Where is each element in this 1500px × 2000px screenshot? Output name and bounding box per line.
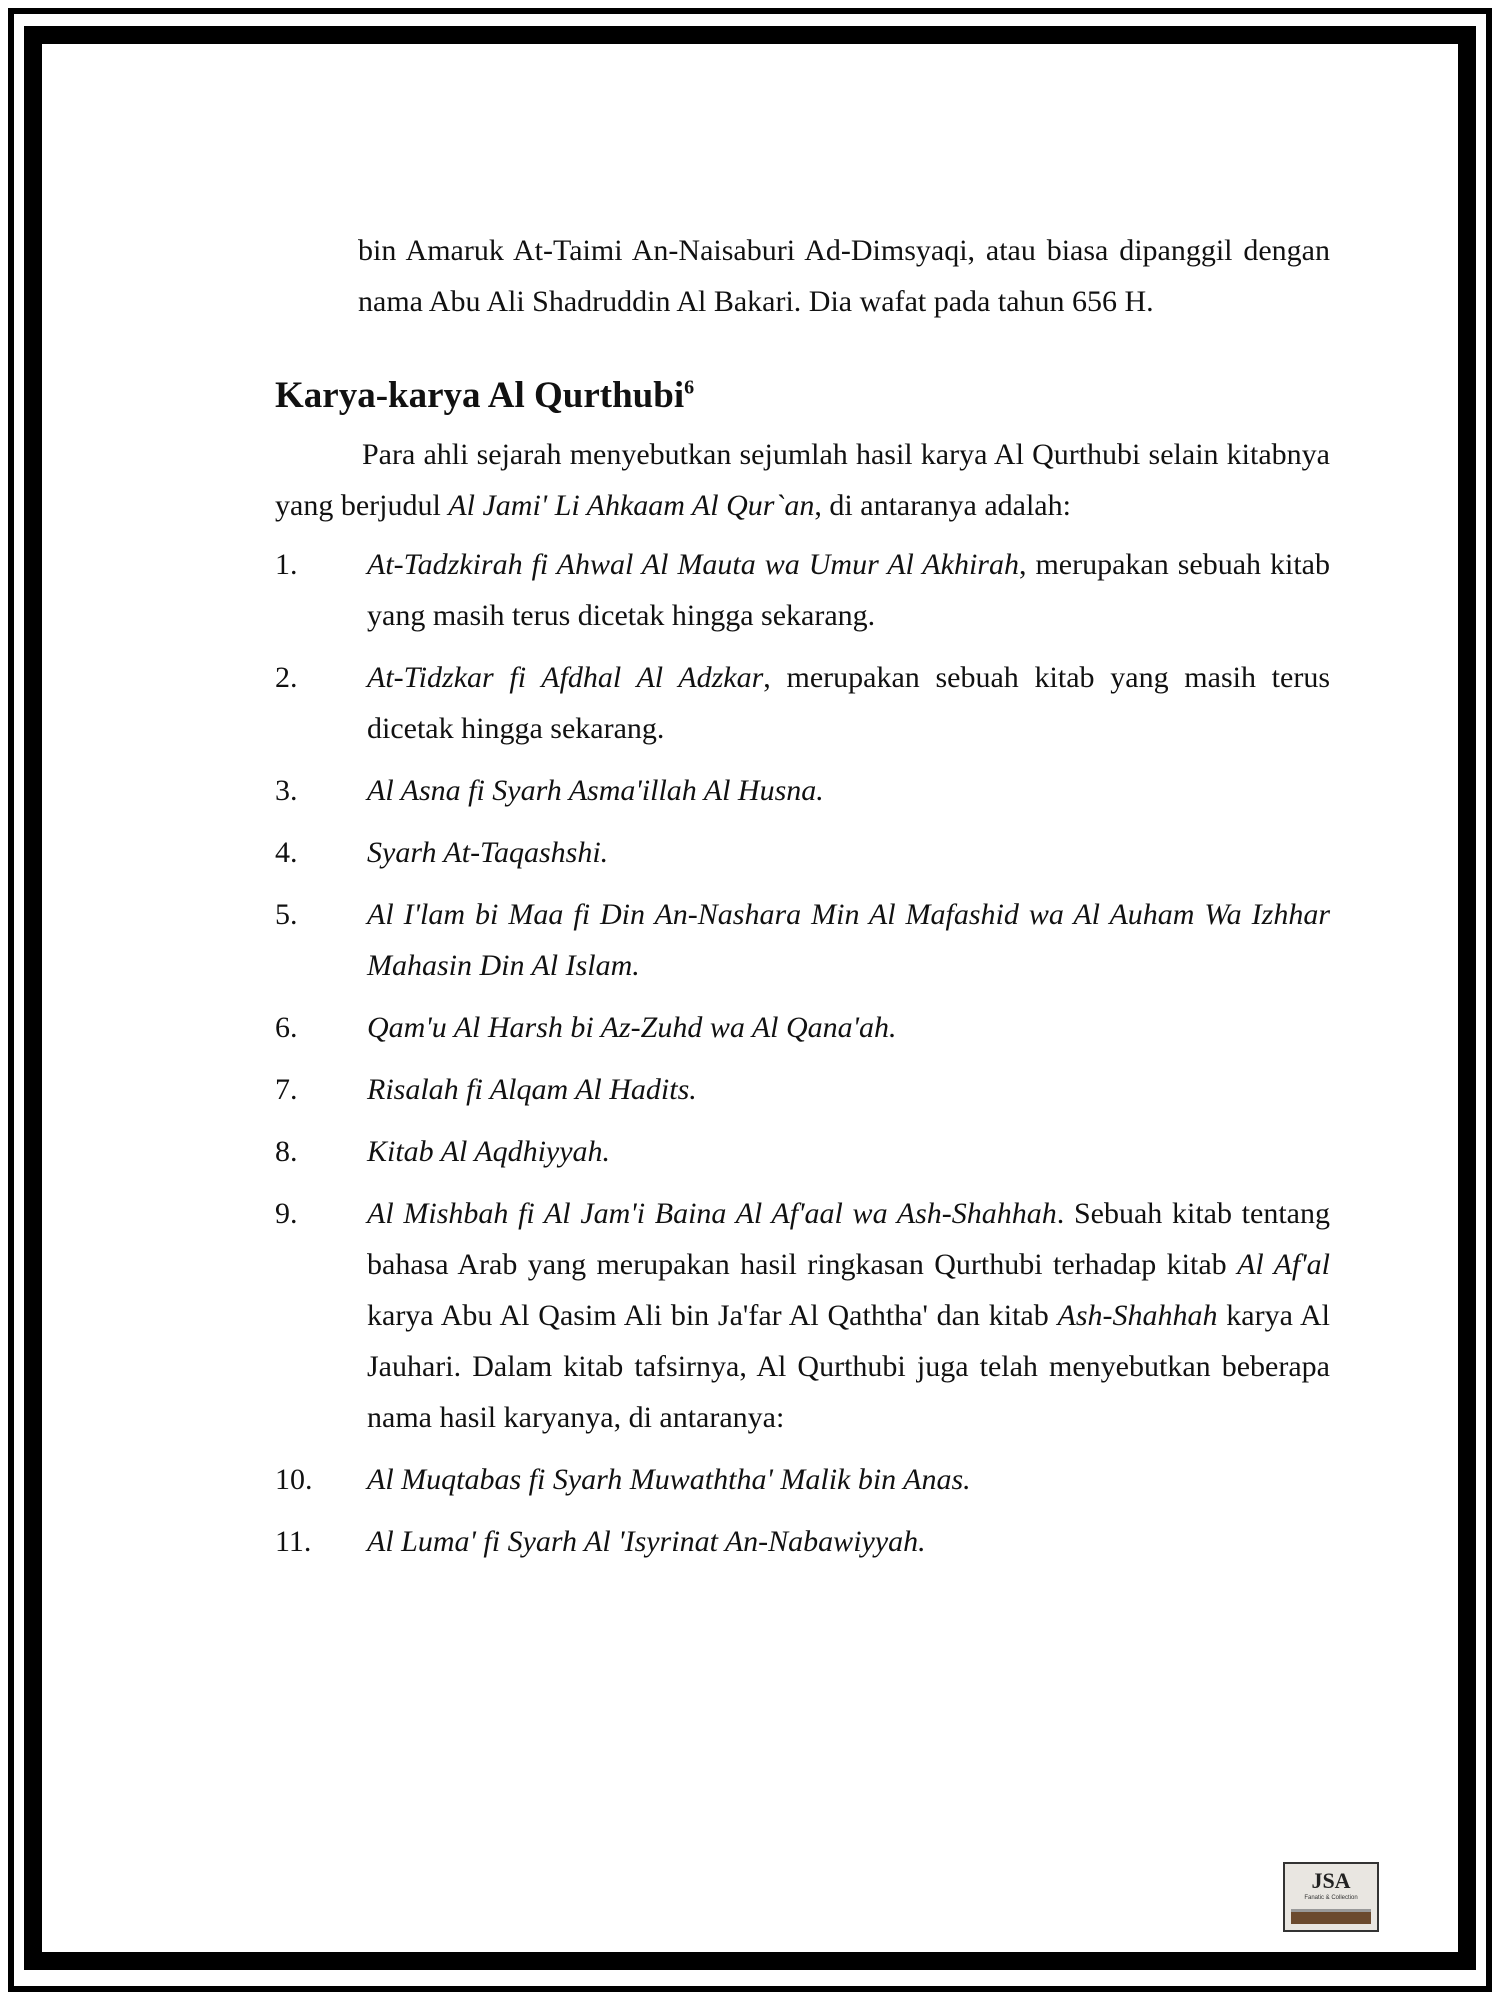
list-item [275,1002,1330,1053]
work-title: Al Muqtabas fi Syarh Muwaththa' Malik bin Anas. [367,1463,971,1496]
item-number: 2. [275,661,298,694]
item-number: 8. [275,1135,298,1168]
logo-title: JSA [1311,1868,1351,1893]
work-title: Al Asna fi Syarh Asma'illah Al Husna. [367,774,824,807]
work-title: Syarh At-Taqashshi. [367,836,609,869]
list-item [275,1126,1330,1177]
intro-book-title: Al Jami' Li Ahkaam Al Qur`an [448,489,815,522]
list-item [275,1064,1330,1115]
heading-text: Karya-karya Al Qurthubi [275,375,685,416]
list-item [275,1454,1330,1505]
list-item [275,539,1330,641]
intro-paragraph [275,429,1330,531]
work-title: At-Tidzkar fi Afdhal Al Adzkar [367,661,764,694]
item-number: 3. [275,774,298,807]
list-item [275,1516,1330,1567]
list-item [275,889,1330,991]
list-item [275,765,1330,816]
item-number: 9. [275,1197,298,1230]
work-description-tertiary: karya Al Jauhari. Dalam kitab tafsirnya, Al Qurthubi juga telah menyebutkan beberapa nama hasil karyanya, di antaranya: [367,1299,1331,1434]
item-number: 11. [275,1525,312,1558]
work-description: , merupakan sebuah kitab yang masih terus dicetak hingga sekarang. [367,661,1330,745]
list-item [275,1188,1330,1443]
intro-before: Para ahli sejarah menyebutkan sejumlah hasil karya Al Qurthubi selain kitabnya yang berjudul [275,438,1330,522]
item-number: 6. [275,1011,298,1044]
work-title: Al I'lam bi Maa fi Din An-Nashara Min Al Mafashid wa Al Auham Wa Izhhar Mahasin Din Al Islam. [367,898,1330,982]
work-description: . Sebuah kitab tentang bahasa Arab yang merupakan hasil ringkasan Qurthubi terhadap kitab [367,1197,1330,1281]
list-item [275,827,1330,878]
publisher-logo [1283,1862,1379,1932]
list-item [275,652,1330,754]
item-number: 7. [275,1073,298,1106]
works-list [275,539,1330,1567]
item-number: 4. [275,836,298,869]
work-title: Qam'u Al Harsh bi Az-Zuhd wa Al Qana'ah. [367,1011,897,1044]
work-title: Kitab Al Aqdhiyyah. [367,1135,611,1168]
work-description-secondary: karya Abu Al Qasim Ali bin Ja'far Al Qaththa' dan kitab [367,1299,1058,1332]
logo-subtitle: Fanatic & Collection [1304,1895,1358,1901]
footnote-marker: 6 [684,376,695,399]
laptop-icon [1291,1909,1371,1924]
intro-after: , di antaranya adalah: [814,489,1071,522]
work-title: At-Tadzkirah fi Ahwal Al Mauta wa Umur Al Akhirah [367,548,1019,581]
work-title-tertiary: Ash-Shahhah [1057,1299,1218,1332]
work-title-secondary: Al Af'al [1237,1248,1330,1281]
work-title: Al Mishbah fi Al Jam'i Baina Al Af'aal wa Ash-Shahhah [367,1197,1057,1230]
document-body [275,225,1330,1578]
work-title: Al Luma' fi Syarh Al 'Isyrinat An-Nabawiyyah. [367,1525,926,1558]
work-title: Risalah fi Alqam Al Hadits. [367,1073,697,1106]
top-paragraph: bin Amaruk At-Taimi An-Naisaburi Ad-Dimsyaqi, atau biasa dipanggil dengan nama Abu Ali Shadruddin Al Bakari. Dia wafat pada tahun 656 H. [358,234,1330,318]
item-number: 10. [275,1463,313,1496]
section-heading [275,371,1330,421]
work-description: , merupakan sebuah kitab yang masih terus dicetak hingga sekarang. [367,548,1330,632]
item-number: 1. [275,548,298,581]
item-number: 5. [275,898,298,931]
